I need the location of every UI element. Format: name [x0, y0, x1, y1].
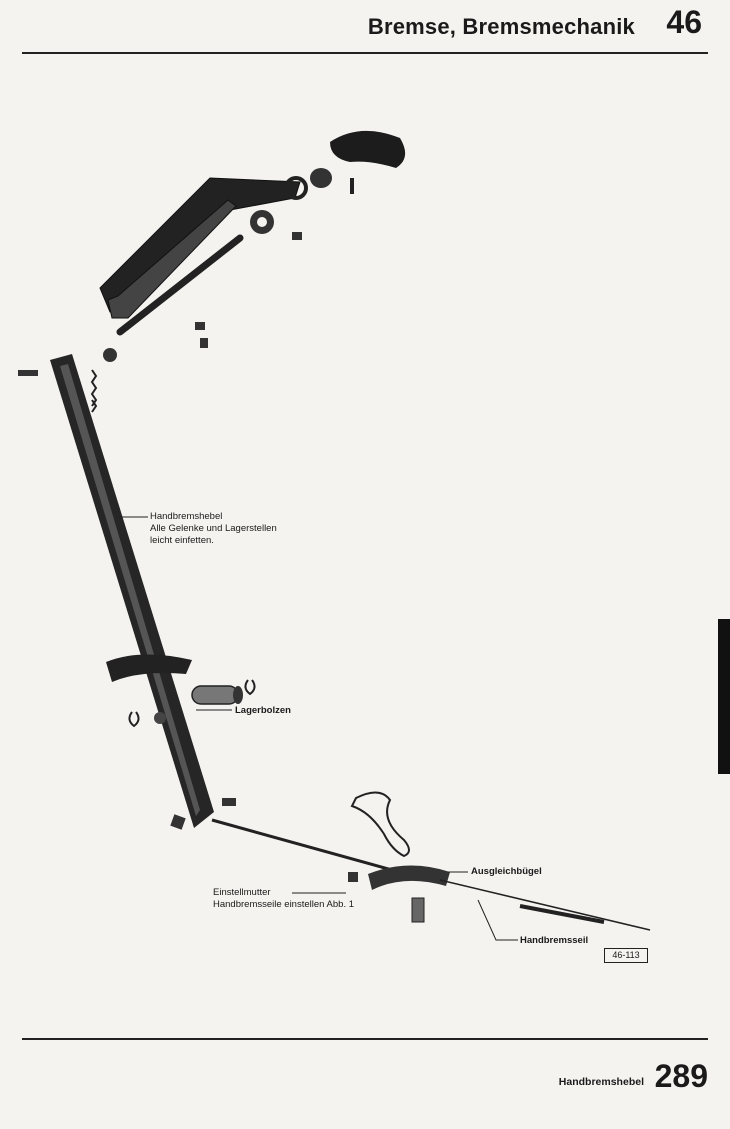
- bushing: [154, 712, 166, 724]
- footer-rule: [22, 1038, 708, 1040]
- section-number: 46: [666, 4, 702, 40]
- lever-bracket: [100, 178, 300, 318]
- label-einstellmutter: [213, 887, 354, 911]
- label-einstellmutter-title: Einstellmutter: [213, 887, 271, 898]
- hinge-nut: [103, 348, 117, 362]
- label-handbremshebel-line2: leicht einfetten.: [150, 535, 214, 546]
- handle-grip: [330, 131, 405, 168]
- pull-rod: [212, 820, 392, 870]
- footer-label: Handbremshebel: [558, 1076, 644, 1088]
- handbrake-lever: [50, 354, 214, 828]
- label-handbremshebel: [150, 511, 277, 547]
- grommet: [310, 168, 332, 188]
- label-lagerbolzen: Lagerbolzen: [235, 705, 291, 716]
- equalizer-yoke: [368, 865, 450, 922]
- label-handbremshebel-line1: Alle Gelenke und Lagerstellen: [150, 523, 277, 534]
- label-handbremsseil: Handbremsseil: [520, 935, 589, 946]
- label-handbremshebel-title: Handbremshebel: [150, 511, 223, 522]
- page-number: 289: [654, 1058, 708, 1094]
- adjusting-nut: [348, 872, 358, 882]
- figure-code: 46-113: [604, 948, 648, 963]
- brake-cables: [440, 880, 650, 930]
- pin: [350, 178, 354, 194]
- label-einstellmutter-note: Handbremsseile einstellen Abb. 1: [213, 899, 355, 910]
- page-title: Bremse, Bremsmechanik: [367, 14, 635, 39]
- clevis-nut: [170, 814, 185, 829]
- springs: [92, 370, 96, 412]
- bearing-bolt: [192, 686, 243, 704]
- label-ausgleichbuegel: Ausgleichbügel: [471, 866, 542, 877]
- return-spring: [352, 792, 409, 856]
